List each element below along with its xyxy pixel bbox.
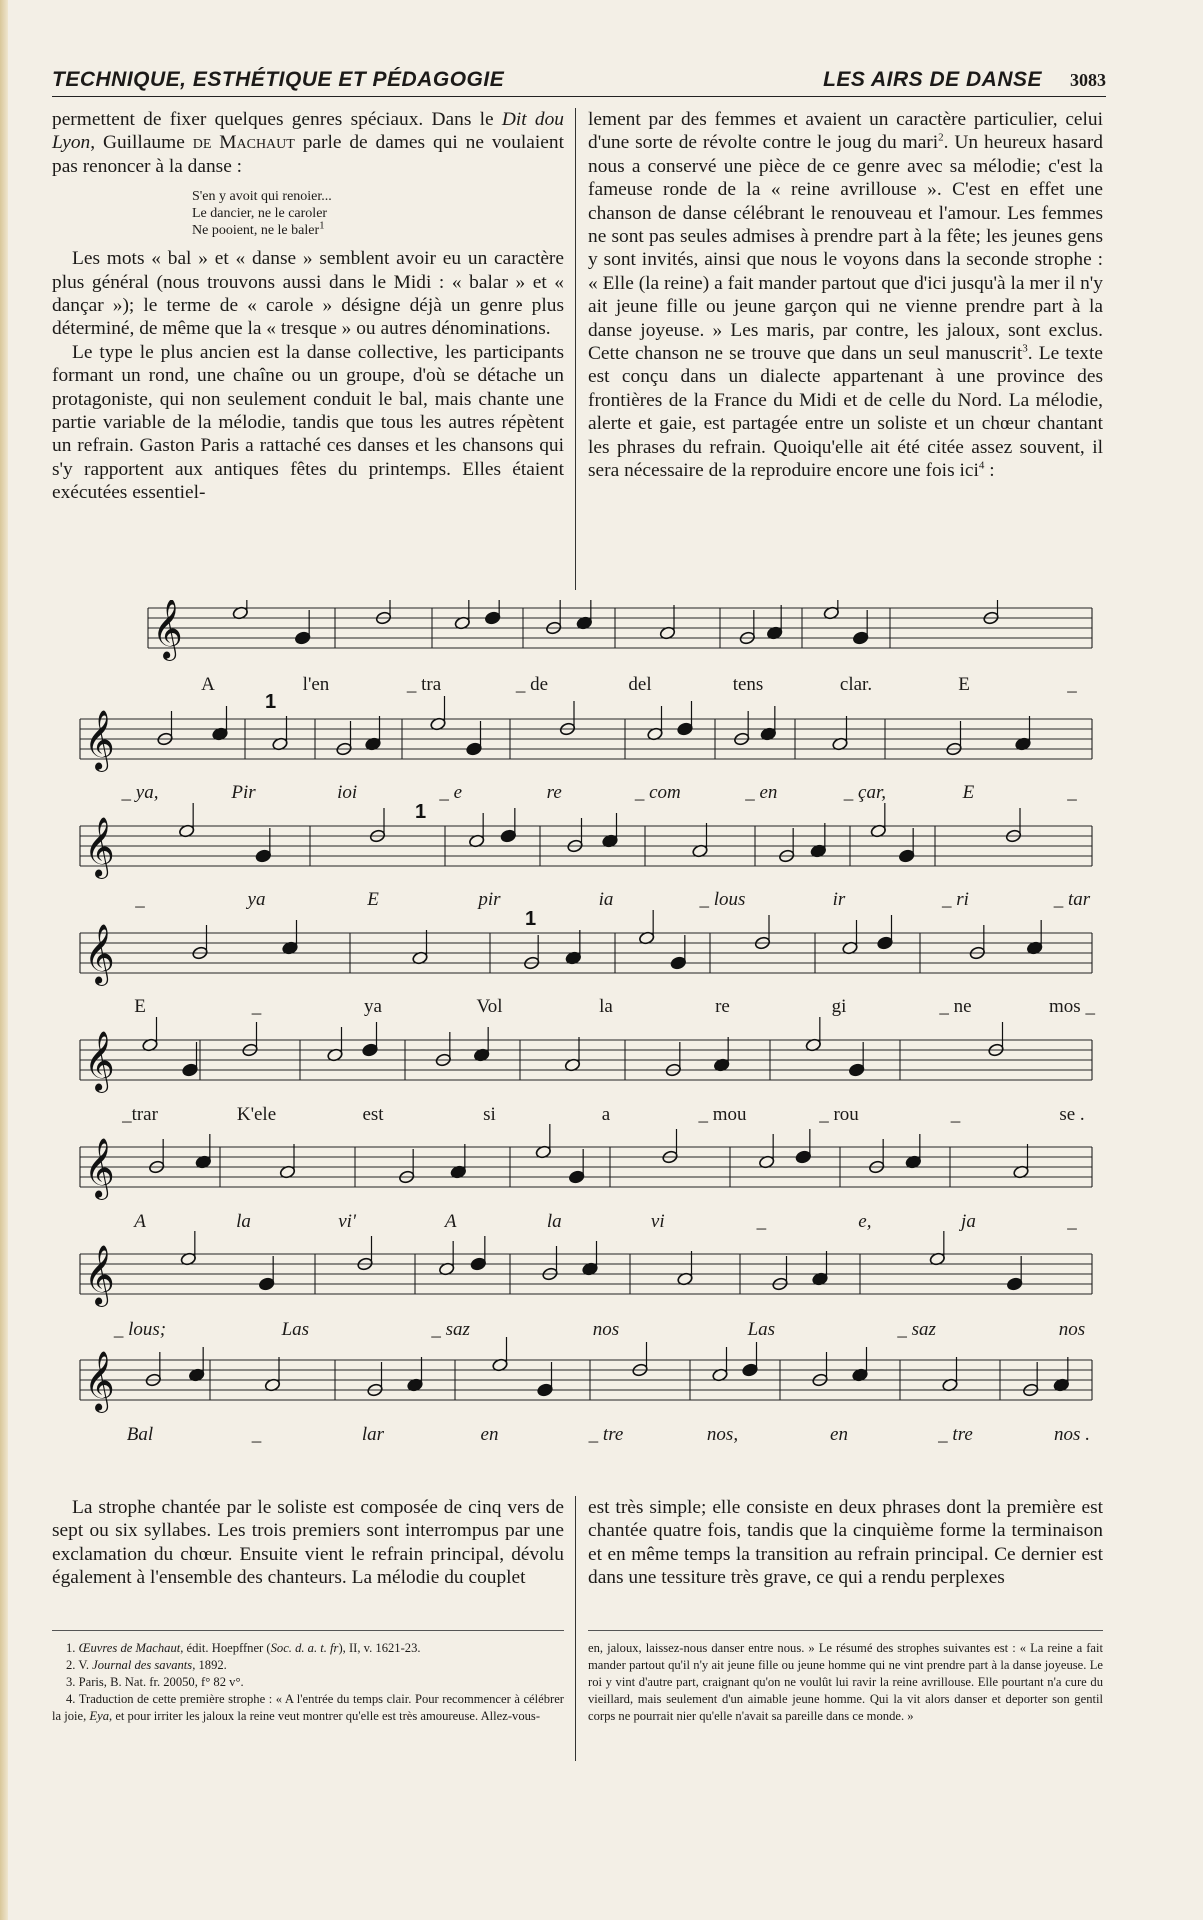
lyric-syllable: _trar bbox=[122, 1104, 158, 1125]
lyric-syllable: si bbox=[483, 1104, 496, 1125]
treble-clef-icon: 𝄞 bbox=[84, 710, 115, 770]
note-head bbox=[537, 1383, 554, 1397]
left-paragraph-3: Le type le plus ancien est la danse collective, les participants formant un rond, une chaîne ou un groupe, d'où se détache un protagoniste, qui non seulement conduit le bal, mais chante une partie variable de la mélodie, tandis que tous les autres répètent un refrain. Gaston Paris a rattaché ces danses et les chansons qui s'y rapportent aux antiques fêtes du printemps. Elles étaient exécutées essentiel- bbox=[52, 341, 564, 504]
lyric-syllable: tens bbox=[732, 674, 764, 695]
header-section: TECHNIQUE, ESTHÉTIQUE ET PÉDAGOGIE bbox=[52, 68, 505, 91]
page-number: 3083 bbox=[1070, 70, 1106, 90]
left-paragraph-1: permettent de fixer quelques genres spéciaux. Dans le Dit dou Lyon, Guillaume de Machaut parle de dames qui ne voulaient pas renoncer à la danse : bbox=[52, 109, 564, 177]
lyric-syllable: la bbox=[236, 1211, 251, 1232]
header-rule bbox=[52, 96, 1106, 97]
treble-clef-icon: 𝄞 bbox=[84, 817, 115, 877]
lyric-syllable: lar bbox=[361, 1424, 385, 1445]
footnote-3: 3. Paris, B. Nat. fr. 20050, f° 82 v°. bbox=[66, 1675, 244, 1689]
lyric-syllable: _ tre bbox=[588, 1424, 624, 1445]
page-edge bbox=[0, 0, 8, 1920]
note-head bbox=[466, 742, 483, 756]
verse-quote: S'en y avoit qui renoier... Le dancier, ne le caroler Ne pooient, ne le baler$^1$ bbox=[192, 189, 332, 239]
lyric-syllable: _ rou bbox=[819, 1104, 859, 1125]
treble-clef-icon: 𝄞 bbox=[84, 1351, 115, 1411]
lyric-syllable: nos bbox=[592, 1319, 620, 1340]
footnotes-right bbox=[588, 1640, 1103, 1725]
lyric-syllable: nos . bbox=[1054, 1424, 1090, 1445]
lyric-syllable: vi bbox=[650, 1211, 665, 1232]
lyric-syllable: Vol bbox=[476, 996, 503, 1017]
lyric-syllable: Bal bbox=[126, 1424, 154, 1445]
lyric-syllable: gi bbox=[831, 996, 847, 1017]
lyric-syllable: ya bbox=[364, 996, 382, 1017]
footnote-1: 1. Œuvres de Machaut, édit. Hoepffner (Soc. d. a. t. fr), II, v. 1621-23. bbox=[66, 1641, 421, 1655]
lyric-syllable: _ bbox=[135, 889, 145, 910]
note-head bbox=[568, 1170, 585, 1184]
lyric-syllable: _ de bbox=[515, 674, 549, 695]
footnotes-left bbox=[52, 1640, 564, 1725]
lyric-syllable: E bbox=[134, 996, 146, 1017]
lyric-syllable: _ saz bbox=[897, 1319, 936, 1340]
left-column bbox=[52, 108, 564, 505]
lyric-syllable: la bbox=[599, 996, 613, 1017]
lyric-syllable: a bbox=[601, 1104, 611, 1125]
note-head bbox=[258, 1277, 275, 1291]
note-head bbox=[1006, 1277, 1023, 1291]
lyric-syllable: nos bbox=[1058, 1319, 1086, 1340]
lyric-syllable: _ mou bbox=[698, 1104, 747, 1125]
lyric-syllable: clar. bbox=[839, 674, 873, 695]
lyric-syllable: re bbox=[546, 782, 562, 803]
lyric-syllable: ioi bbox=[337, 782, 358, 803]
note-head bbox=[852, 631, 869, 645]
footnote-4: 4. Traduction de cette première strophe : « A l'entrée du temps clair. Pour recommencer à célébrer la joie, Eya, et pour irriter les jaloux la reine veut montrer qu'elle est très amoureuse. Allez-vous- bbox=[52, 1692, 564, 1723]
lyric-syllable: _ bbox=[1067, 1211, 1077, 1232]
lyric-syllable: _ tra bbox=[406, 674, 442, 695]
note-head bbox=[294, 631, 311, 645]
lyric-syllable: _ saz bbox=[431, 1319, 470, 1340]
lyric-syllable: _ com bbox=[634, 782, 681, 803]
bottom-left-text: La strophe chantée par le soliste est composée de cinq vers de sept ou six syllabes. Les trois premiers sont interrompus par une exclamation du chœur. Ensuite vient le refrain principal, dévolu également à l'ensemble des chanteurs. La mélodie du couplet bbox=[52, 1497, 564, 1589]
lyric-syllable: vi' bbox=[338, 1211, 357, 1232]
lyric-syllable: pir bbox=[478, 889, 501, 910]
lyric-syllable: se . bbox=[1059, 1104, 1085, 1125]
note-head bbox=[484, 611, 501, 625]
lyric-syllable: _ ne bbox=[939, 996, 972, 1017]
lyric-syllable: E bbox=[958, 674, 970, 695]
footnote-ref: 1 bbox=[319, 219, 325, 232]
lyric-syllable: del bbox=[628, 674, 652, 695]
note-head bbox=[182, 1063, 199, 1077]
treble-clef-icon: 𝄞 bbox=[84, 1138, 115, 1198]
lyric-syllable: E bbox=[962, 782, 975, 803]
column-divider-bottom bbox=[575, 1496, 576, 1761]
lyric-syllable: _ e bbox=[439, 782, 463, 803]
note-head bbox=[470, 1257, 487, 1271]
lyric-syllable: re bbox=[715, 996, 730, 1017]
lyric-syllable: la bbox=[546, 1211, 562, 1232]
lyric-syllable: _ bbox=[756, 1211, 767, 1232]
lyric-syllable: Pir bbox=[231, 782, 256, 803]
running-header bbox=[52, 66, 1106, 98]
lyric-syllable: _ çar, bbox=[843, 782, 887, 803]
note-head bbox=[500, 829, 517, 843]
note-head bbox=[877, 936, 894, 950]
lyric-syllable: _ tre bbox=[938, 1424, 973, 1445]
lyric-syllable: e, bbox=[858, 1211, 872, 1232]
author-name: de Machaut bbox=[192, 132, 295, 154]
rest-count: 1 bbox=[525, 908, 537, 930]
treble-clef-icon: 𝄞 bbox=[152, 600, 183, 659]
note-head bbox=[742, 1363, 759, 1377]
work-title: Dit dou Lyon bbox=[52, 109, 564, 154]
lyric-syllable: _ lous bbox=[699, 889, 746, 910]
footnote-4-continued: en, jaloux, laissez-nous danser entre nous. » Le résumé des strophes suivantes est : « La reine a fait mander partout qu'il n'y ait jeune fille ou jeune homme qui ne vint prendre part à la danse joyeuse. Le roi y vint d'autre part, craignant qu'on ne voulût lui ravir la reine avrillouse. Elle pourtant n'a cure du vieillard, mais seulement d'un aimable jeune homme. Qui la vit alors danser et deporter son gentil corps ne pourrait nier qu'elle n'avait sa pareille dans ce monde. » bbox=[588, 1641, 1103, 1723]
column-divider bbox=[575, 108, 576, 590]
lyric-syllable: en bbox=[830, 1424, 848, 1445]
note-head bbox=[677, 722, 694, 736]
footnote-2: 2. V. Journal des savants, 1892. bbox=[66, 1658, 227, 1672]
lyric-syllable: _ lous; bbox=[113, 1319, 167, 1340]
lyric-syllable: ja bbox=[961, 1211, 976, 1232]
header-title: LES AIRS DE DANSE bbox=[823, 68, 1042, 91]
lyric-syllable: _ en bbox=[745, 782, 778, 803]
lyric-syllable: _ ri bbox=[942, 889, 969, 910]
footnote-rule-right bbox=[588, 1630, 1103, 1631]
right-column bbox=[588, 108, 1103, 483]
rest-count: 1 bbox=[265, 691, 277, 713]
lyric-syllable: ya bbox=[247, 889, 266, 910]
lyric-syllable: _ bbox=[1067, 782, 1077, 803]
lyric-syllable: est bbox=[362, 1104, 384, 1125]
lyric-syllable: A bbox=[201, 674, 215, 695]
note-head bbox=[848, 1063, 865, 1077]
note-head bbox=[255, 849, 272, 863]
lyric-syllable: _ tar bbox=[1053, 889, 1091, 910]
lyric-syllable: _ bbox=[950, 1104, 961, 1125]
lyric-syllable: ir bbox=[832, 889, 846, 910]
lyric-syllable: nos, bbox=[706, 1424, 739, 1445]
note-head bbox=[670, 956, 687, 970]
lyric-syllable: mos _ bbox=[1049, 996, 1095, 1017]
note-head bbox=[362, 1043, 379, 1057]
left-paragraph-2: Les mots « bal » et « danse » semblent avoir eu un caractère plus général (nous trouvons aussi dans le Midi : « balar » et « dançar »); le terme de « carole » désigne déjà un genre plus déterminé, de même que la « tresque » ou autres dénominations. bbox=[52, 248, 564, 340]
lyric-syllable: K'ele bbox=[236, 1104, 277, 1125]
treble-clef-icon: 𝄞 bbox=[84, 924, 115, 984]
lyric-syllable: A bbox=[134, 1211, 146, 1232]
lyric-syllable: A bbox=[444, 1211, 457, 1232]
lyric-syllable: l'en bbox=[302, 674, 330, 695]
treble-clef-icon: 𝄞 bbox=[84, 1031, 115, 1091]
lyric-syllable: ia bbox=[598, 889, 614, 910]
score-svg bbox=[70, 600, 1100, 1480]
right-paragraph-1: lement par des femmes et avaient un caractère particulier, celui d'une sorte de révolte contre le joug du mari$^2$. Un heureux hasard nous a conservé une pièce de ce genre avec sa mélodie; c'est la fameuse ronde de la « reine avrillouse ». C'est en effet une chanson de danse célébrant le renouveau et l'amour. Les femmes ne sont pas seules admises à prendre part à la fête; les jeunes gens y sont invités, ainsi que nous le voyons dans la seconde strophe : « Elle (la reine) a fait mander partout que d'ici jusqu'à la mer il n'y ait jeune fille ou jeune garçon qui ne vienne prendre part à la danse joyeuse. » Les maris, par contre, les jaloux, sont exclus. Cette chanson ne se trouve que dans un seul manuscrit$^3$. Le texte est conçu dans un dialecte appartenant à une province des frontières de la France du Midi et de celle du Nord. La mélodie, alerte et gaie, est partagée entre un soliste et un chœur chantant les phrases du refrain. Quoiqu'elle ait été citée assez souvent, il sera nécessaire de la reproduire encore une fois ici$^4$ : bbox=[588, 109, 1103, 482]
lyric-syllable: _ ya, bbox=[121, 782, 159, 803]
lyric-syllable: _ bbox=[251, 1424, 262, 1445]
footnote-rule-left bbox=[52, 1630, 564, 1631]
bottom-right-text: est très simple; elle consiste en deux phrases dont la première est chantée quatre fois, tandis que la cinquième forme la terminaison et en même temps la transition au refrain principal. Ce dernier est dans une tessiture très grave, ce qui a rendu perplexes bbox=[588, 1497, 1103, 1589]
lyric-syllable: Las bbox=[281, 1319, 310, 1340]
note-head bbox=[898, 849, 915, 863]
lyric-syllable: _ bbox=[251, 996, 262, 1017]
rest-count: 1 bbox=[415, 801, 427, 823]
lyric-syllable: _ bbox=[1067, 674, 1077, 695]
music-score bbox=[70, 600, 1100, 1480]
lyric-syllable: en bbox=[480, 1424, 499, 1445]
lyric-syllable: E bbox=[367, 889, 379, 910]
lyric-syllable: Las bbox=[747, 1319, 776, 1340]
note-head bbox=[795, 1150, 812, 1164]
treble-clef-icon: 𝄞 bbox=[84, 1245, 115, 1305]
